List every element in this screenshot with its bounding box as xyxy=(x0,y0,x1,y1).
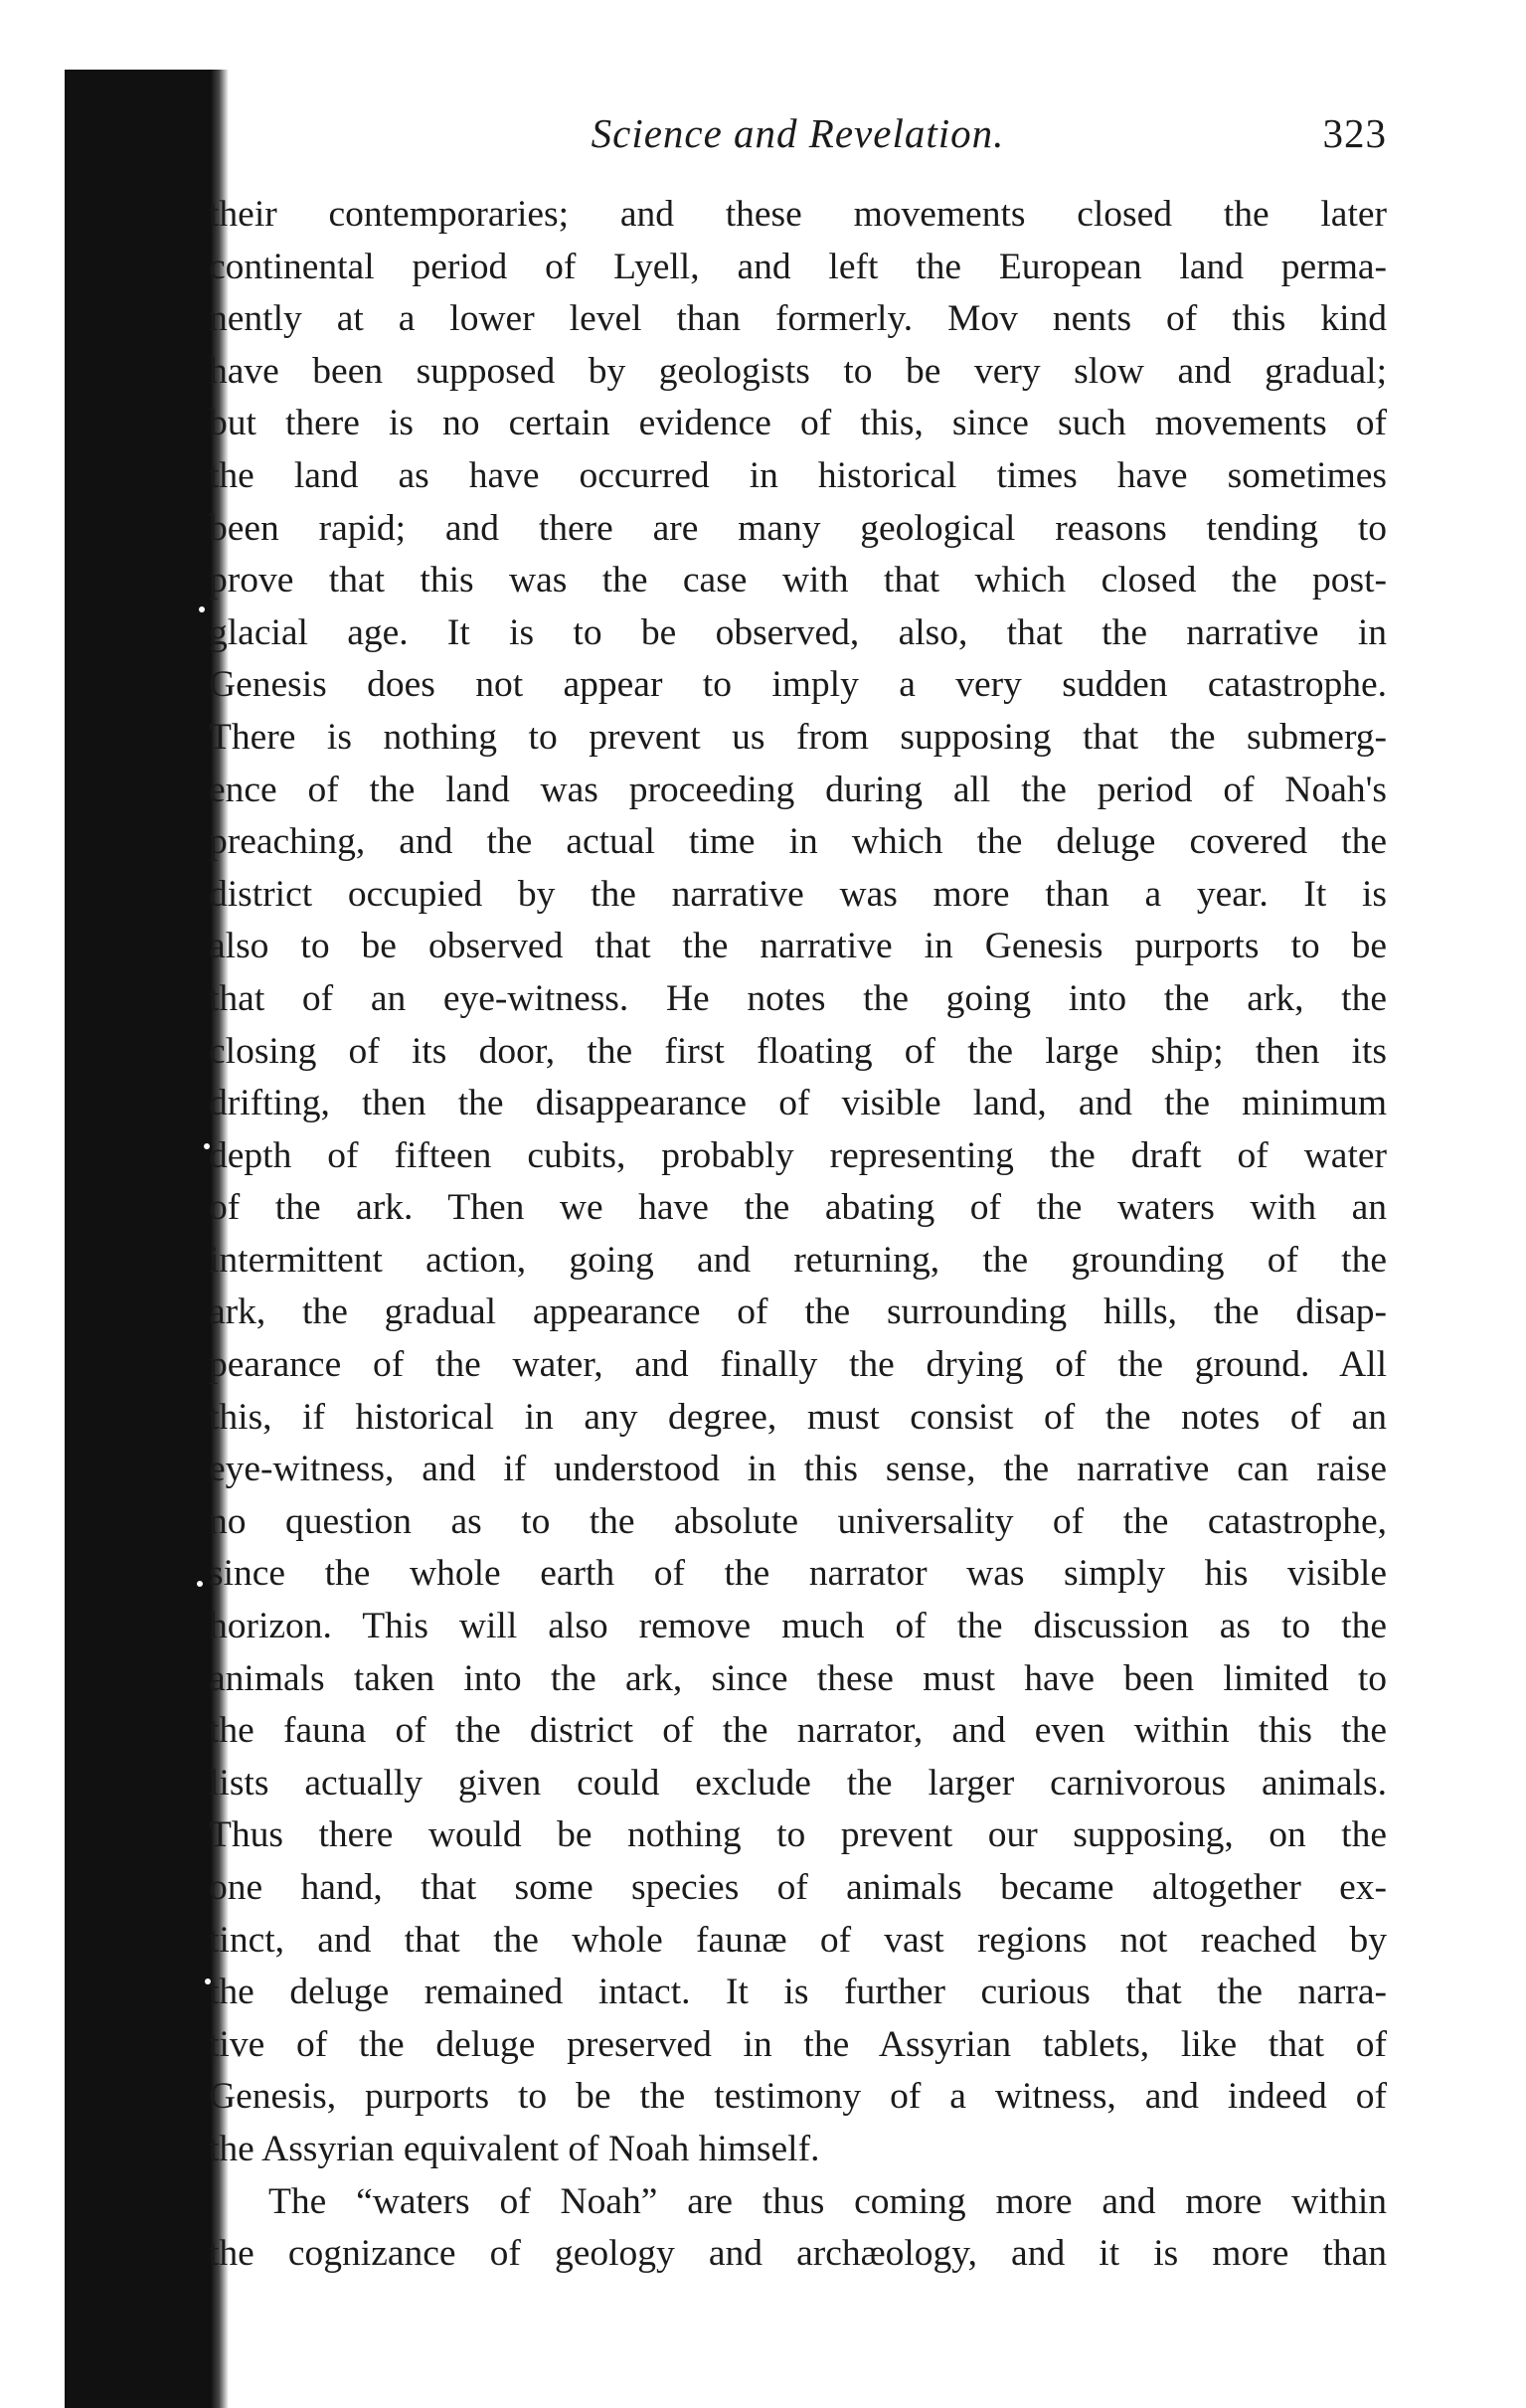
text-line: Genesis, purports to be the testimony of a witness, and indeed of xyxy=(209,2076,1387,2118)
text-line: of the ark. Then we have the abating of the waters with an xyxy=(209,1187,1387,1229)
text-line: the deluge remained intact. It is further curious that the narra- xyxy=(209,1972,1387,2013)
paragraph xyxy=(209,2176,1387,2281)
text-line: this, if historical in any degree, must consist of the notes of an xyxy=(209,1396,1387,1438)
scan-speck xyxy=(199,606,205,612)
text-line: drifting, then the disappearance of visible land, and the minimum xyxy=(209,1083,1387,1124)
page-number: 323 xyxy=(1322,110,1387,156)
text-line: also to be observed that the narrative in Genesis purports to be xyxy=(209,926,1387,967)
text-line: intermittent action, going and returning, the grounding of the xyxy=(209,1239,1387,1281)
text-line: Genesis does not appear to imply a very sudden catastrophe. xyxy=(209,664,1387,706)
text-line: ence of the land was proceeding during all the period of Noah's xyxy=(209,769,1387,810)
text-line: been rapid; and there are many geological reasons tending to xyxy=(209,507,1387,549)
text-line: that of an eye-witness. He notes the going into the ark, the xyxy=(209,977,1387,1019)
text-line: tive of the deluge preserved in the Assyrian tablets, like that of xyxy=(209,2023,1387,2065)
text-line: glacial age. It is to be observed, also, that the narrative in xyxy=(209,611,1387,653)
text-line: prove that this was the case with that which closed the post- xyxy=(209,560,1387,602)
text-line: the land as have occurred in historical times have sometimes xyxy=(209,454,1387,496)
binding-edge xyxy=(0,70,229,2408)
text-line: but there is no certain evidence of this, since such movements of xyxy=(209,403,1387,444)
text-line: There is nothing to prevent us from supposing that the submerg- xyxy=(209,716,1387,758)
text-line: ark, the gradual appearance of the surrounding hills, the disap- xyxy=(209,1291,1387,1333)
text-line: have been supposed by geologists to be very slow and gradual; xyxy=(209,350,1387,392)
text-line: the fauna of the district of the narrator, and even within this the xyxy=(209,1710,1387,1752)
text-line: one hand, that some species of animals became altogether ex- xyxy=(209,1867,1387,1908)
text-line: pearance of the water, and finally the drying of the ground. All xyxy=(209,1344,1387,1386)
text-line: lists actually given could exclude the larger carnivorous animals. xyxy=(209,1762,1387,1804)
text-line: eye-witness, and if understood in this sense, the narrative can raise xyxy=(209,1449,1387,1490)
text-line: the Assyrian equivalent of Noah himself. xyxy=(209,2128,820,2169)
scan-speck xyxy=(197,1581,203,1587)
running-header xyxy=(209,107,1387,167)
text-line: nently at a lower level than formerly. Mov nents of this kind xyxy=(209,298,1387,340)
text-line: continental period of Lyell, and left the European land perma- xyxy=(209,246,1387,287)
text-line: district occupied by the narrative was more than a year. It is xyxy=(209,873,1387,915)
text-line: no question as to the absolute universality of the catastrophe, xyxy=(209,1500,1387,1542)
text-line: preaching, and the actual time in which the deluge covered the xyxy=(209,821,1387,863)
running-title: Science and Revelation. xyxy=(591,110,1005,156)
text-line: The “waters of Noah” are thus coming more and more within xyxy=(268,2180,1387,2222)
text-line: closing of its door, the first floating of the large ship; then its xyxy=(209,1030,1387,1072)
text-line: horizon. This will also remove much of the discussion as to the xyxy=(209,1606,1387,1647)
binding-shadow xyxy=(65,70,229,2408)
text-line: Thus there would be nothing to prevent our supposing, on the xyxy=(209,1814,1387,1856)
text-line: their contemporaries; and these movements closed the later xyxy=(209,194,1387,235)
text-line: since the whole earth of the narrator was simply his visible xyxy=(209,1553,1387,1595)
text-line: tinct, and that the whole faunæ of vast regions not reached by xyxy=(209,1919,1387,1961)
paragraph xyxy=(209,189,1387,2176)
text-line: animals taken into the ark, since these must have been limited to xyxy=(209,1657,1387,1699)
text-line: the cognizance of geology and archæology, and it is more than xyxy=(209,2233,1387,2275)
body-text xyxy=(209,189,1387,2281)
text-line: depth of fifteen cubits, probably representing the draft of water xyxy=(209,1134,1387,1176)
